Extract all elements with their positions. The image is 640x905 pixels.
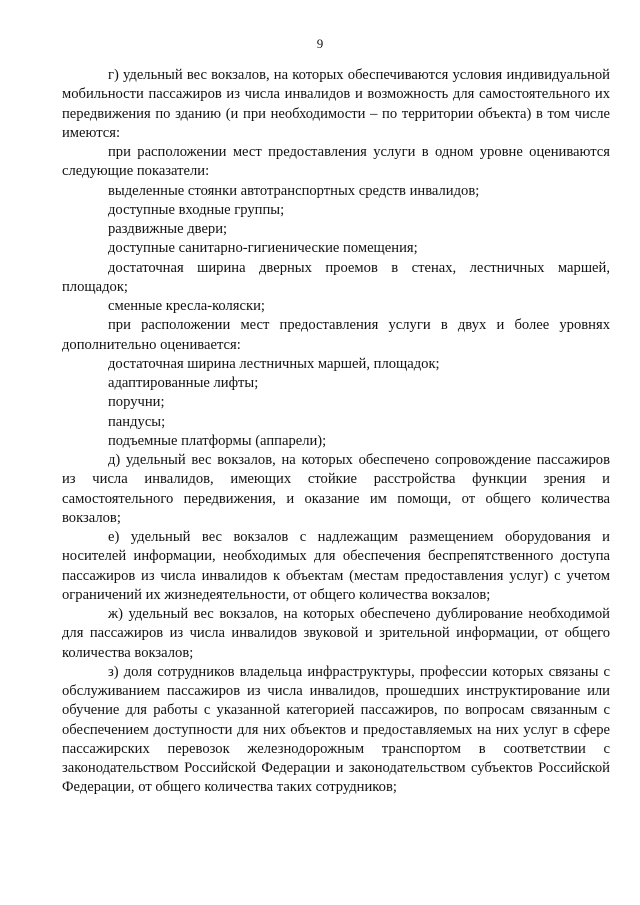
list-item: раздвижные двери; (108, 221, 228, 237)
list-item: пандусы; (108, 413, 166, 430)
document-body (62, 66, 610, 798)
paragraph-single-level: при расположении мест предоставления услуги в одном уровне оцениваются следующие показатели: (62, 144, 610, 180)
paragraph-zh: ж) удельный вес вокзалов, на которых обеспечено дублирование необходимой для пассажиров из числа инвалидов звуковой и зрительной информации, от общего количества вокзалов; (62, 606, 610, 661)
paragraph-e: е) удельный вес вокзалов с надлежащим размещением оборудования и носителей информации, необходимых для обеспечения беспрепятственного доступа пассажиров из числа инвалидов к объектам (местам предоставления услуг) с учетом ограничений их жизнедеятельности, от общего количества вокзалов; (62, 529, 610, 603)
list-item: подъемные платформы (аппарели); (108, 432, 327, 449)
list-item: достаточная ширина дверных проемов в стенах, лестничных маршей, площадок; (62, 259, 610, 295)
paragraph-d: д) удельный вес вокзалов, на которых обеспечено сопровождение пассажиров из числа инвалидов, имеющих стойкие расстройства функции зрения и самостоятельного передвижения, и оказание им помощи, от общего количества вокзалов; (62, 452, 610, 526)
list-item: достаточная ширина лестничных маршей, площадок; (108, 355, 440, 372)
list-item: доступные входные группы; (108, 201, 285, 218)
list-item: доступные санитарно-гигиенические помещения; (108, 240, 418, 257)
list-item: выделенные стоянки автотранспортных средств инвалидов; (108, 182, 480, 199)
paragraph-z: з) доля сотрудников владельца инфраструктуры, профессии которых связаны с обслуживанием пассажиров из числа инвалидов, прошедших инструктирование или обучение для работы с указанной категорией пассажиров, по вопросам связанным с обеспечением доступности для них объектов и предоставляемых на них услуг в сфере пассажирских перевозок железнодорожным транспортом в соответствии с законодательством Российской Федерации и законодательством субъектов Российской Федерации, от общего количества таких сотрудников; (62, 663, 610, 796)
paragraph-g: г) удельный вес вокзалов, на которых обеспечиваются условия индивидуальной мобильности пассажиров из числа инвалидов и возможность для самостоятельного их передвижения по зданию (и при необходимости – по территории объекта) в том числе имеются: (62, 67, 610, 141)
page-number: 9 (316, 36, 324, 51)
list-item: адаптированные лифты; (108, 375, 259, 391)
paragraph-multi-level: при расположении мест предоставления услуги в двух и более уровнях дополнительно оценивается: (62, 317, 610, 353)
list-item: сменные кресла-коляски; (108, 298, 265, 314)
list-item: поручни; (108, 394, 165, 411)
